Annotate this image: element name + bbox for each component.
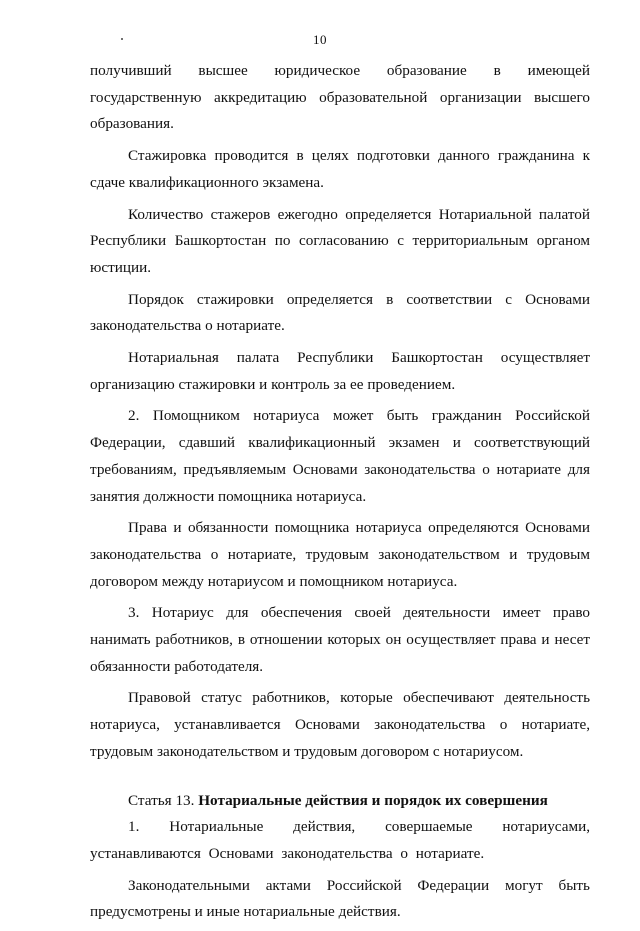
article-heading bbox=[90, 788, 590, 815]
page-number: 10 bbox=[313, 32, 327, 47]
paragraph-assistant-rights: Права и обязанности помощника нотариуса определяются Основами законодательства о нотариате, трудовым законодательством и трудовым договором между нотариусом и помощником нотариуса. bbox=[90, 519, 590, 590]
paragraph-other-actions: Законодательными актами Российской Федерации могут быть предусмотрены и иные нотариальные действия. bbox=[90, 876, 590, 921]
article-title: Нотариальные действия и порядок их совершения bbox=[198, 791, 548, 809]
article-number: Статья 13. bbox=[128, 791, 199, 809]
paragraph-internship-organization: Нотариальная палата Республики Башкортостан осуществляет организацию стажировки и контроль за ее проведением. bbox=[90, 349, 590, 393]
paragraph-internship-purpose: Стажировка проводится в целях подготовки данного гражданина к сдаче квалификационного экзамена. bbox=[90, 147, 590, 191]
document-body bbox=[90, 58, 590, 931]
paragraph-assistant-eligibility: 2. Помощником нотариуса может быть гражданин Российской Федерации, сдавший квалификационный экзамен и соответствующий требованиям, предъявляемым Основами законодательства о нотариате для занятия должности помощника нотариуса. bbox=[90, 407, 590, 505]
paragraph-notarial-actions: 1. Нотариальные действия, совершаемые нотариусами, устанавливаются Основами законодательства о нотариате. bbox=[90, 818, 590, 862]
paragraph-hiring-employees: 3. Нотариус для обеспечения своей деятельности имеет право нанимать работников, в отношении которых он осуществляет права и несет обязанности работодателя. bbox=[90, 604, 590, 675]
paragraph-employee-status: Правовой статус работников, которые обеспечивают деятельность нотариуса, устанавливается Основами законодательства о нотариате, трудовым законодательством и трудовым договором с нотариусом. bbox=[90, 689, 590, 760]
paragraph-intern-count: Количество стажеров ежегодно определяется Нотариальной палатой Республики Башкортостан по согласованию с территориальным органом юстиции. bbox=[90, 205, 590, 276]
paragraph-continuation: получивший высшее юридическое образование в имеющей государственную аккредитацию образовательной организации высшего образования. bbox=[90, 62, 590, 133]
paragraph-internship-procedure: Порядок стажировки определяется в соответствии с Основами законодательства о нотариате. bbox=[90, 290, 590, 335]
